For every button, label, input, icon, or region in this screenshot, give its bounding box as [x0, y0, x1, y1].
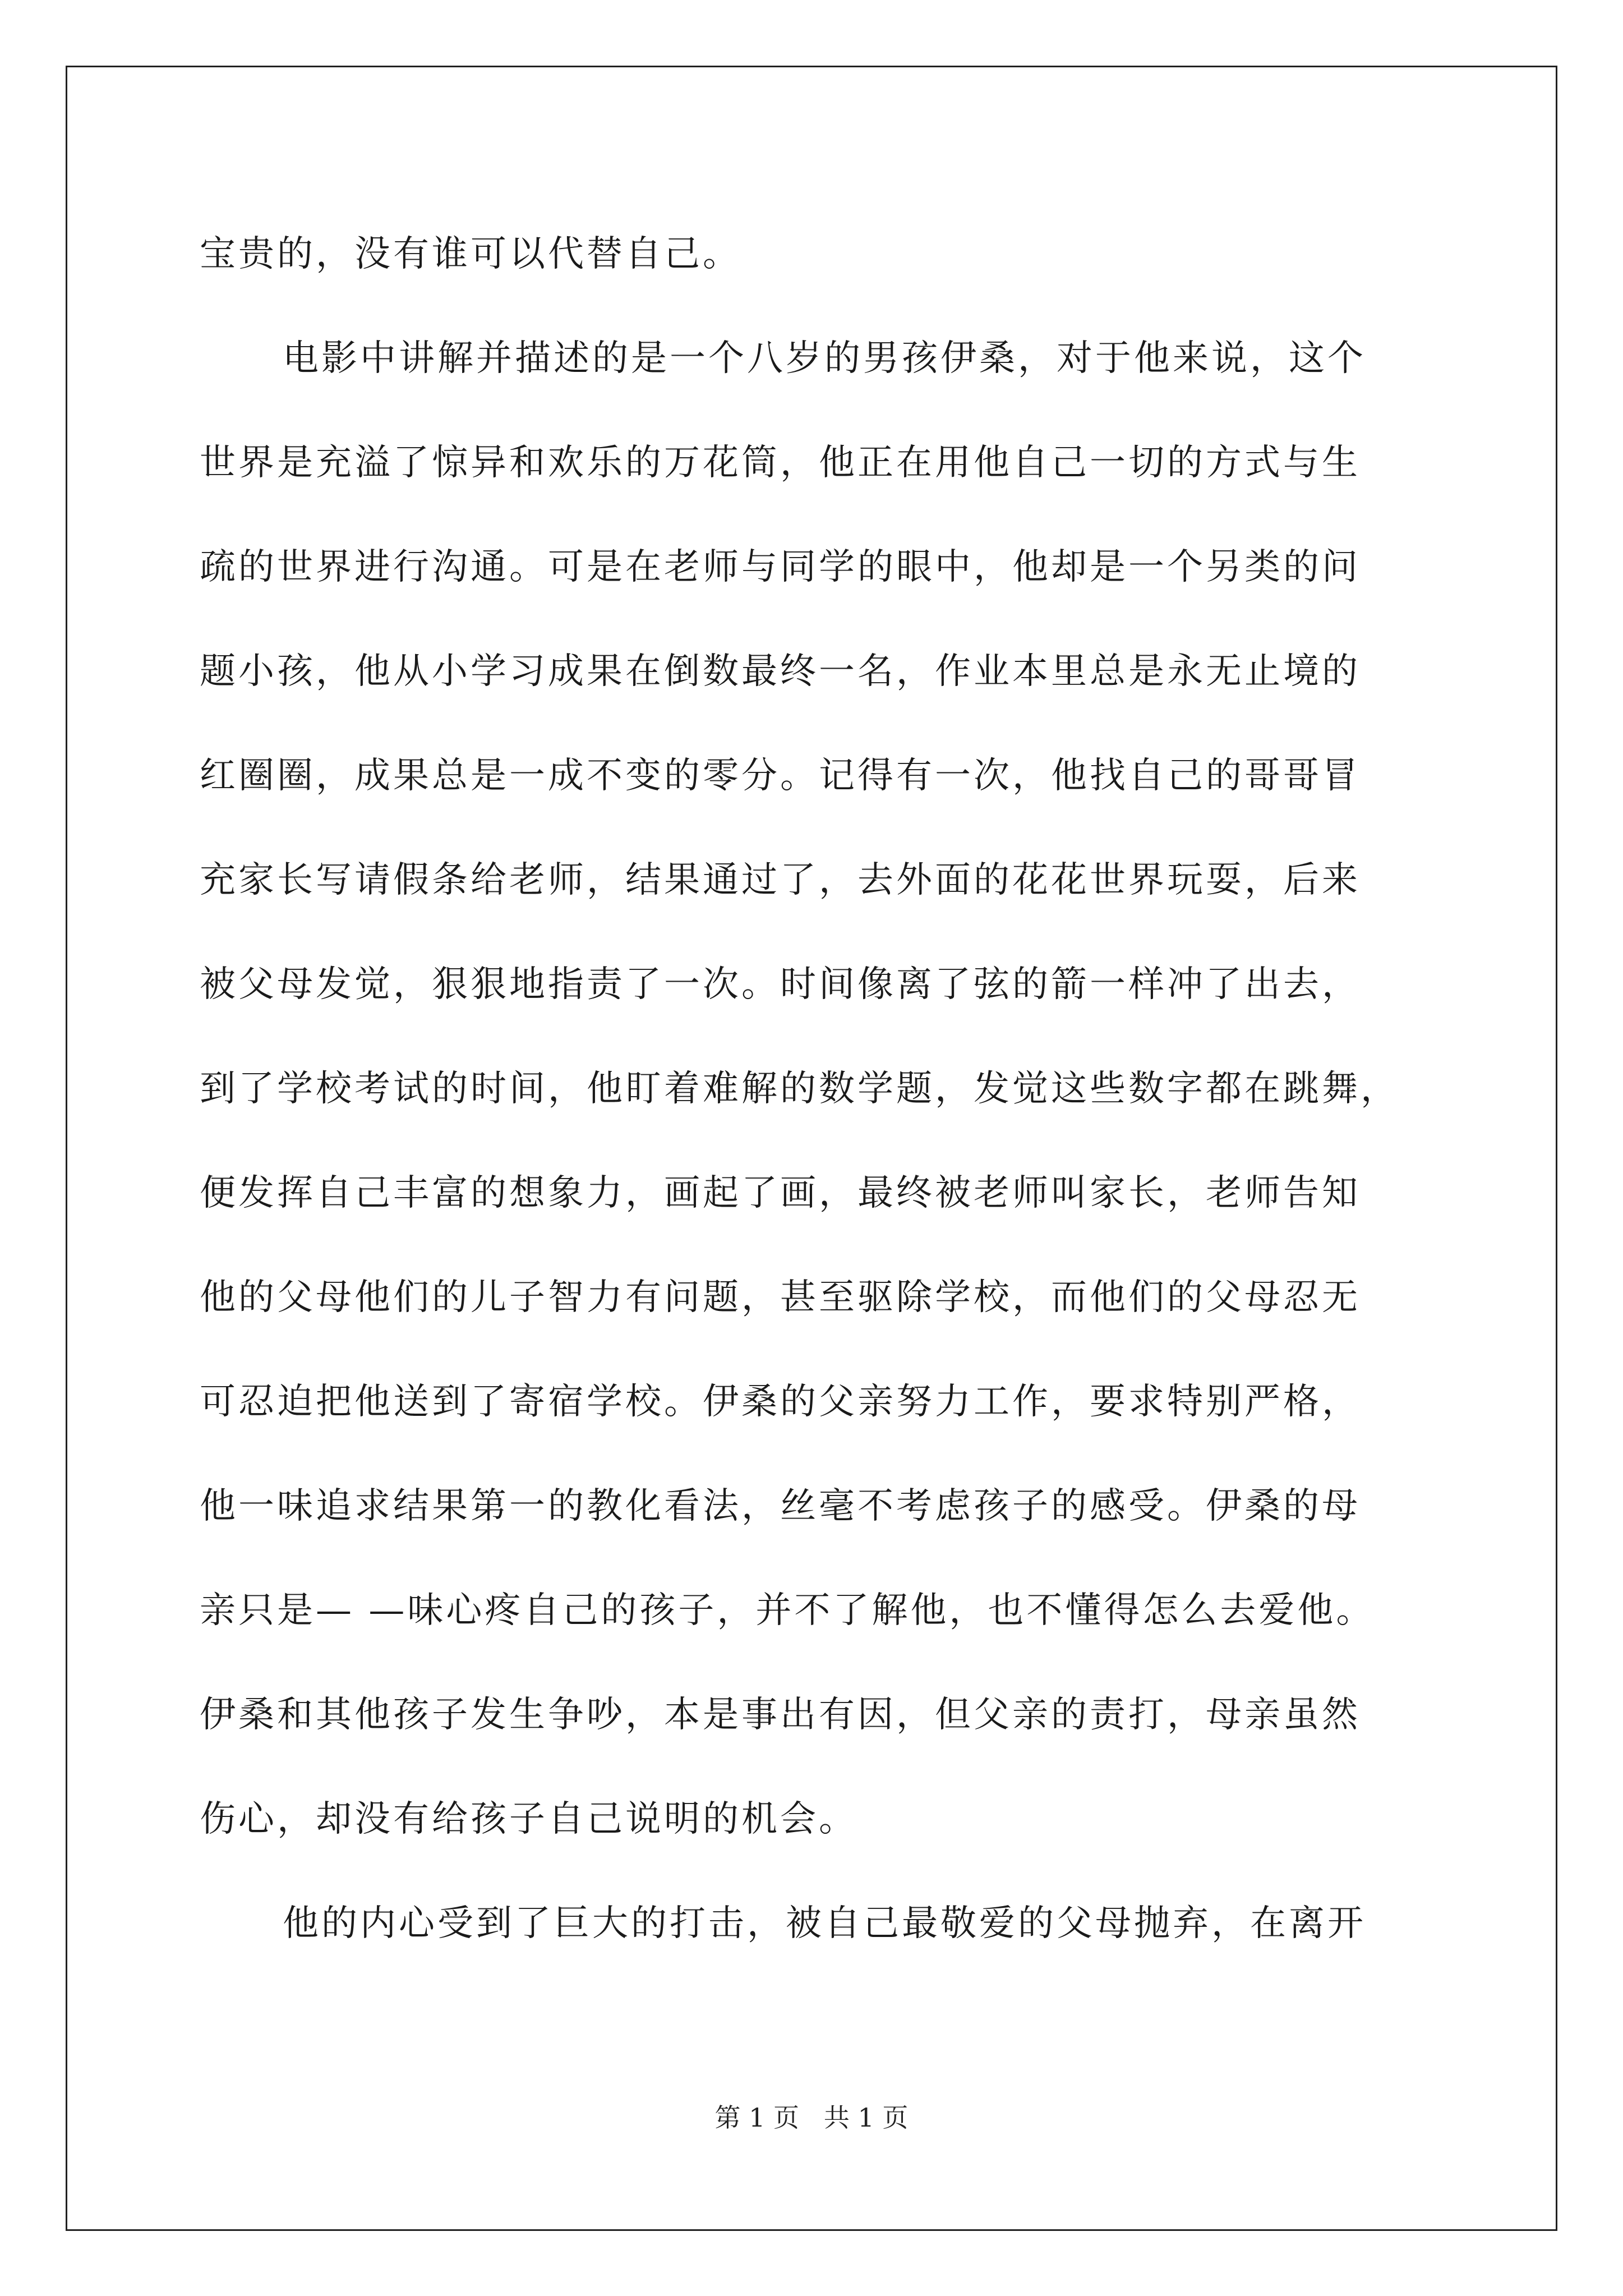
text-line: 到了学校考试的时间，他盯着难解的数学题，发觉这些数字都在跳舞，: [200, 1068, 1399, 1110]
text-line: 红圈圈，成果总是一成不变的零分。记得有一次，他找自己的哥哥冒: [200, 755, 1361, 797]
text-line: 宝贵的，没有谁可以代替自己。: [200, 233, 741, 275]
page-footer: 第 1 页 共 1 页: [714, 2102, 909, 2133]
text-line: 疏的世界进行沟通。可是在老师与同学的眼中，他却是一个另类的问: [200, 546, 1361, 588]
text-line: 世界是充溢了惊异和欢乐的万花筒，他正在用他自己一切的方式与生: [200, 442, 1361, 484]
text-line: 亲只是— —味心疼自己的孩子，并不了解他，也不懂得怎么去爱他。: [200, 1590, 1375, 1631]
document-body: [200, 202, 1433, 1976]
text-line: 题小孩，他从小学习成果在倒数最终一名，作业本里总是永无止境的: [200, 651, 1361, 692]
paragraph-first-line: 电影中讲解并描述的是一个八岁的男孩伊桑，对于他来说，这个: [283, 338, 1366, 379]
text-line: 便发挥自己丰富的想象力，画起了画，最终被老师叫家长，老师告知: [200, 1172, 1361, 1214]
text-line: 伊桑和其他孩子发生争吵，本是事出有因，但父亲的责打，母亲虽然: [200, 1694, 1361, 1736]
text-line: 充家长写请假条给老师，结果通过了，去外面的花花世界玩耍，后来: [200, 859, 1361, 901]
text-line: 被父母发觉，狠狠地指责了一次。时间像离了弦的箭一样冲了出去，: [200, 964, 1361, 1005]
paragraph-first-line: 他的内心受到了巨大的打击，被自己最敬爱的父母抛弃，在离开: [283, 1903, 1366, 1944]
text-line: 伤心，却没有给孩子自己说明的机会。: [200, 1798, 857, 1840]
text-line: 他的父母他们的儿子智力有问题，甚至驱除学校，而他们的父母忍无: [200, 1277, 1361, 1318]
text-line: 他一味追求结果第一的教化看法，丝毫不考虑孩子的感受。伊桑的母: [200, 1485, 1361, 1527]
text-line: 可忍迫把他送到了寄宿学校。伊桑的父亲努力工作，要求特别严格，: [200, 1381, 1361, 1423]
